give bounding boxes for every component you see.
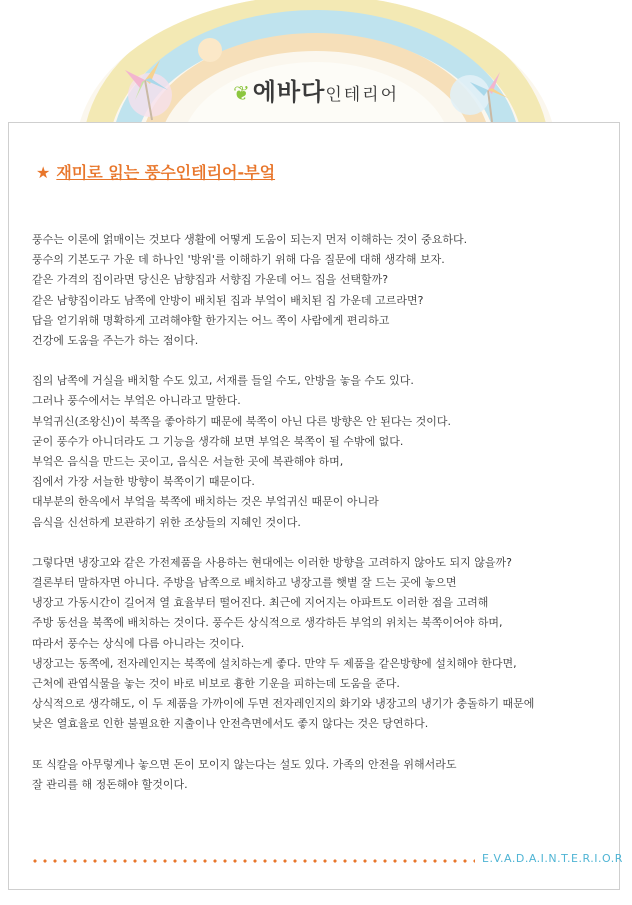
text-line: 집의 남쪽에 거실을 배치할 수도 있고, 서재를 들일 수도, 안방을 놓을 수도 있다. bbox=[32, 374, 414, 388]
text-line: 그러나 풍수에서는 부엌은 아니라고 말한다. bbox=[32, 394, 241, 408]
text-line: 따라서 풍수는 상식에 다름 아니라는 것이다. bbox=[32, 636, 245, 650]
star-icon: ★ bbox=[36, 163, 51, 182]
text-line: 같은 가격의 집이라면 당신은 남향집과 서향집 가운데 어느 집을 선택할까? bbox=[32, 273, 389, 287]
text-line: 낮은 열효율로 인한 불필요한 지출이나 안전측면에서도 좋지 않다는 것은 당연하다. bbox=[32, 717, 429, 731]
text-line: 대부분의 한옥에서 부엌을 북쪽에 배치하는 것은 부엌귀신 때문이 아니라 bbox=[32, 495, 379, 509]
article-paragraph bbox=[32, 755, 607, 795]
article-body bbox=[32, 230, 607, 815]
text-line: 결론부터 말하자면 아니다. 주방을 남쪽으로 배치하고 냉장고를 햇볕 잘 드는 곳에 놓으면 bbox=[32, 576, 457, 590]
text-line: 풍수는 이론에 얽매이는 것보다 생활에 어떻게 도움이 되는지 먼저 이해하는 것이 중요하다. bbox=[32, 233, 468, 246]
text-line: 부엌귀신(조왕신)이 북쪽을 좋아하기 때문에 북쪽이 아닌 다른 방향은 안 된다는 것이다. bbox=[32, 414, 451, 428]
text-line: 굳이 풍수가 아니더라도 그 기능을 생각해 보면 부엌은 북쪽이 될 수밖에 없다. bbox=[32, 434, 404, 448]
logo-sub-text: 인테리어 bbox=[325, 85, 400, 105]
text-line: 풍수의 기본도구 가운 데 하나인 '방위'를 이해하기 위해 다음 질문에 대해 생각해 보자. bbox=[32, 253, 445, 267]
logo-main-text: 에바다 bbox=[252, 78, 326, 106]
article-paragraph bbox=[32, 230, 607, 351]
text-line: 주방 동선을 북쪽에 배치하는 것이다. 풍수든 상식적으로 생각하든 부엌의 위치는 북쪽이어야 하며, bbox=[32, 616, 503, 630]
text-line: 상식적으로 생각해도, 이 두 제품을 가까이에 두면 전자레인지의 화기와 냉장고의 냉기가 충돌하기 때문에 bbox=[32, 697, 535, 711]
text-line: 집에서 가장 서늘한 방향이 북쪽이기 때문이다. bbox=[32, 475, 255, 489]
leaf-icon: ❦ bbox=[232, 81, 251, 105]
text-line: 답을 얻기위해 명확하게 고려해야할 한가지는 어느 쪽이 사람에게 편리하고 bbox=[32, 313, 390, 327]
text-line: 냉장고 가동시간이 길어져 열 효율부터 떨어진다. 최근에 지어지는 아파트도 이러한 점을 고려해 bbox=[32, 596, 489, 610]
article-title-text: 재미로 읽는 풍수인테리어-부엌 bbox=[56, 163, 276, 182]
text-line: 부엌은 음식을 만드는 곳이고, 음식은 서늘한 곳에 복관해야 하며, bbox=[32, 455, 344, 469]
text-line: 그렇다면 냉장고와 같은 가전제품을 사용하는 현대에는 이러한 방향을 고려하지 않아도 되지 않을까? bbox=[32, 555, 512, 569]
article-paragraph bbox=[32, 371, 607, 533]
text-line: 냉장고는 동쪽에, 전자레인지는 북쪽에 설치하는게 좋다. 만약 두 제품을 같은방향에 설치해야 한다면, bbox=[32, 656, 517, 670]
header-banner bbox=[0, 0, 632, 122]
article-title bbox=[36, 160, 275, 183]
site-logo[interactable] bbox=[0, 72, 632, 107]
footer-brand: E.V.A.D.A.I.N.T.E.R.I.O.R bbox=[482, 852, 623, 865]
text-line: 건강에 도움을 주는가 하는 점이다. bbox=[32, 334, 199, 348]
text-line: 음식을 신선하게 보관하기 위한 조상들의 지혜인 것이다. bbox=[32, 515, 301, 529]
text-line: 같은 남향집이라도 남쪽에 안방이 배치된 집과 부엌이 배치된 집 가운데 고르라면? bbox=[32, 293, 424, 307]
text-line: 잘 관리를 해 정돈해야 할것이다. bbox=[32, 777, 188, 791]
dotted-divider bbox=[30, 858, 475, 864]
text-line: 근처에 관엽식물을 놓는 것이 바로 비보로 흉한 기운을 피하는데 도움을 준다. bbox=[32, 677, 400, 691]
article-paragraph bbox=[32, 553, 607, 735]
text-line: 또 식칼을 아무렇게나 놓으면 돈이 모이지 않는다는 설도 있다. 가족의 안전을 위해서라도 bbox=[32, 757, 457, 771]
